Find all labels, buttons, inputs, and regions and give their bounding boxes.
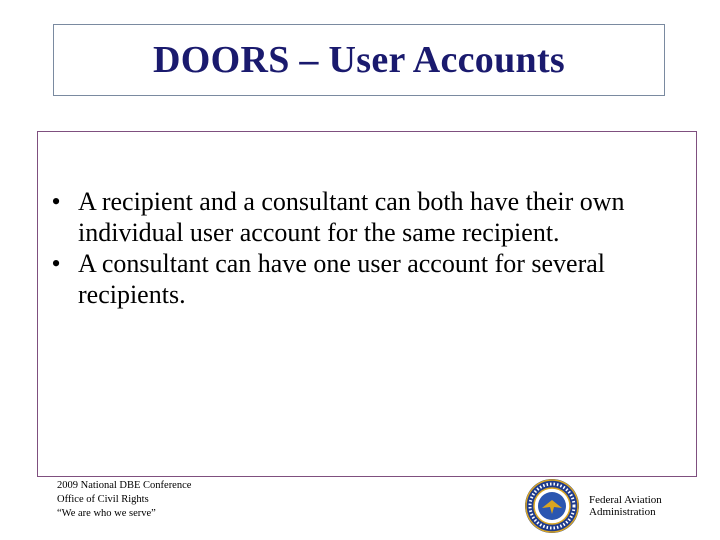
footer-agency-line1: Federal Aviation [589,494,662,506]
footer-office: Office of Civil Rights [57,494,149,505]
bullet-marker: • [51,187,61,216]
bullet-marker: • [51,249,61,278]
title-box [53,24,665,96]
bullet-item [46,248,696,310]
footer-conference: 2009 National DBE Conference [57,480,192,491]
slide-title: DOORS – User Accounts [153,39,565,81]
bullet-item [46,186,696,248]
footer-left [57,479,191,521]
footer-motto: “We are who we serve” [57,508,156,519]
footer-agency-line2: Administration [589,506,656,518]
bullet-list [46,186,696,310]
faa-seal-icon [524,478,580,534]
bullet-text: A consultant can have one user account for several recipients. [78,249,606,309]
footer-right [589,494,662,518]
content-box [37,131,697,477]
bullet-text: A recipient and a consultant can both have their own individual user account for the same recipient. [78,187,625,247]
